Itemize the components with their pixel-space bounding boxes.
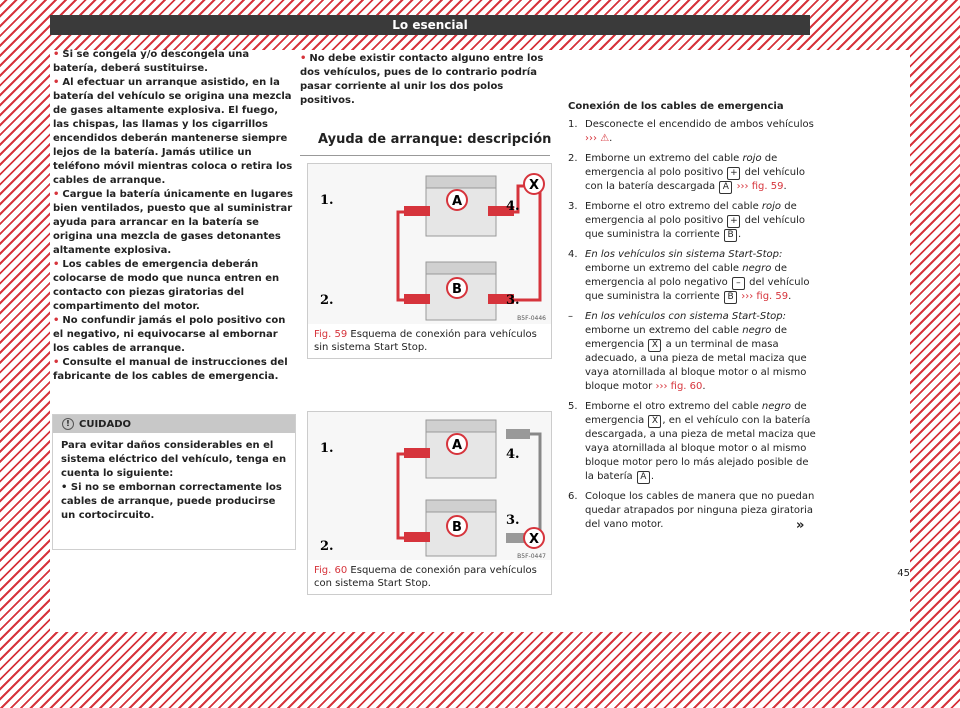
ground-x-marker: X — [648, 415, 661, 428]
step-text: Emborne el otro extremo del cable — [585, 201, 759, 212]
page-number: 45 — [897, 568, 910, 579]
ground-x-marker: X — [648, 339, 661, 352]
figure-60-diagram — [308, 412, 551, 560]
section-divider — [300, 155, 550, 156]
label-3: 3. — [506, 293, 520, 308]
step-dash: – En los vehículos con sistema Start-Stop: emborne un extremo del cable negro de emergencia X a un terminal de masa adecuado, a una pieza de metal maciza que vaya atornillada al bloque motor o al mismo bloque motor ››› fig. 60. — [568, 311, 807, 392]
reference-arrows: ››› — [655, 381, 668, 392]
mid-bullet — [300, 52, 550, 108]
caution-bullet — [61, 481, 287, 523]
marker-x-label: X — [528, 178, 540, 193]
caution-bullet-text: Si no se embornan correctamente los cables de arranque, puede producirse un cortocircuito. — [61, 482, 282, 521]
bullet-dot-icon: • — [53, 259, 60, 270]
bullet-6 — [53, 356, 293, 384]
step-number: 4. — [568, 249, 578, 260]
label-2: 2. — [320, 539, 334, 554]
bullet-text: No confundir jamás el polo positivo con el negativo, ni equivocarse al embornar los cables de arranque. — [53, 315, 286, 354]
step-text: de emergencia — [585, 401, 807, 426]
bullet-dot-icon: • — [53, 357, 60, 368]
red-clamp-bottom — [404, 532, 430, 542]
label-2: 2. — [320, 293, 334, 308]
bullet-dot-icon: • — [53, 315, 60, 326]
battery-b-marker: B — [724, 291, 737, 304]
step-1: 1. Desconecte el encendido de ambos vehículos ››› ⚠. — [568, 119, 814, 144]
middle-column — [300, 48, 550, 108]
figure-number: Fig. 59 — [314, 329, 348, 340]
warning-triangle-icon: ⚠ — [600, 133, 610, 144]
instructions-heading: Conexión de los cables de emergencia — [568, 101, 784, 112]
label-1: 1. — [320, 441, 334, 456]
step-condition: En los vehículos sin sistema Start-Stop: — [585, 249, 783, 260]
minus-pole-icon: – — [732, 277, 745, 290]
battery-a-marker: A — [637, 471, 650, 484]
caution-header — [53, 415, 295, 433]
step-dash-marker: – — [568, 311, 573, 322]
section-title: Ayuda de arranque: descripción — [318, 132, 552, 147]
label-1: 1. — [320, 193, 334, 208]
reference-arrows: ››› — [741, 291, 754, 302]
bullet-text: Si se congela y/o descongela una batería, deberá sustituirse. — [53, 49, 250, 74]
marker-b-label: B — [452, 282, 462, 297]
plus-pole-icon: + — [727, 167, 740, 180]
figure-60 — [307, 411, 552, 595]
step-6 — [568, 490, 818, 532]
step-3: 3. Emborne el otro extremo del cable rojo de emergencia al polo positivo + del vehículo que suministra la corriente B . — [568, 201, 805, 240]
caution-icon: ! — [62, 418, 74, 430]
step-text: del vehículo con la batería descargada — [585, 167, 805, 192]
label-3: 3. — [506, 513, 520, 528]
red-clamp-bottom — [404, 294, 430, 304]
battery-b-marker: B — [724, 229, 737, 242]
figure-reference-link[interactable]: fig. 60 — [670, 381, 703, 392]
step-number: 5. — [568, 401, 578, 412]
marker-a-label: A — [451, 438, 463, 453]
step-text: Emborne un extremo del cable — [585, 153, 740, 164]
cable-color-word: rojo — [761, 201, 782, 212]
figure-code: B5F-0446 — [517, 315, 546, 322]
bullet-5 — [53, 314, 293, 356]
bullet-dot-icon: • — [61, 482, 71, 493]
reference-arrows: ››› — [585, 133, 597, 144]
caution-body — [53, 433, 295, 529]
cable-color-word: negro — [761, 401, 791, 412]
bullet-text: Consulte el manual de instrucciones del fabricante de los cables de emergencia. — [53, 357, 288, 382]
caution-box — [52, 414, 296, 550]
cable-color-word: negro — [742, 263, 772, 274]
battery-a-top — [426, 176, 496, 188]
bullet-text: Cargue la batería únicamente en lugares bien ventilados, puesto que al suministrar ayuda para arrancar en la batería se origina una mezcla de gases detonantes altamente explosiva. — [53, 189, 293, 256]
step-text: Coloque los cables de manera que no puedan quedar atrapados por ninguna pieza giratoria del vano motor. — [585, 491, 815, 530]
step-text: emborne un extremo del cable — [585, 263, 740, 274]
continue-arrow-icon: » — [796, 518, 805, 533]
step-text: de emergencia al polo negativo — [585, 263, 788, 288]
step-text: de emergencia al polo positivo — [585, 153, 778, 178]
bullet-dot-icon: • — [300, 53, 307, 64]
caution-title: CUIDADO — [79, 418, 132, 430]
figure-59-caption — [308, 324, 551, 358]
figure-number: Fig. 60 — [314, 565, 348, 576]
header-title: Lo esencial — [392, 18, 468, 32]
step-text: emborne un extremo del cable — [585, 325, 740, 336]
battery-b-top — [426, 500, 496, 512]
step-number: 2. — [568, 153, 578, 164]
bullet-1 — [53, 48, 293, 76]
caution-intro: Para evitar daños considerables en el sistema eléctrico del vehículo, tenga en cuenta lo siguiente: — [61, 440, 287, 479]
step-text: , en el vehículo con la batería descargada, a una pieza de metal maciza que vaya atornillada al bloque motor o al mismo bloque motor pero lo más alejado posible de la batería — [585, 415, 816, 482]
figure-reference-link[interactable]: fig. 59 — [756, 291, 789, 302]
step-number: 6. — [568, 491, 578, 502]
step-text: del vehículo que suministra la corriente — [585, 277, 810, 302]
step-condition: En los vehículos con sistema Start-Stop: — [585, 311, 787, 322]
cable-color-word: negro — [742, 325, 772, 336]
red-clamp-top — [404, 448, 430, 458]
figure-59-diagram — [308, 164, 551, 324]
step-text: del vehículo que suministra la corriente — [585, 215, 805, 240]
marker-a-label: A — [451, 194, 463, 209]
label-4: 4. — [506, 199, 520, 214]
step-text: de emergencia al polo positivo — [585, 201, 797, 226]
cable-color-word: rojo — [742, 153, 762, 164]
step-text: de emergencia — [585, 325, 788, 350]
battery-b-top — [426, 262, 496, 274]
step-number: 1. — [568, 119, 578, 130]
step-2: 2. Emborne un extremo del cable rojo de emergencia al polo positivo + del vehículo con la batería descargada A ››› fig. 59. — [568, 153, 805, 192]
step-number: 3. — [568, 201, 578, 212]
figure-reference-link[interactable]: fig. 59 — [751, 181, 784, 192]
caption-text: Esquema de conexión para vehículos sin sistema Start Stop. — [314, 329, 537, 353]
page-header — [50, 15, 810, 35]
right-column — [568, 100, 818, 538]
bullet-dot-icon: • — [53, 189, 60, 200]
bullet-4 — [53, 258, 293, 314]
bullet-dot-icon: • — [53, 49, 60, 60]
left-column — [53, 48, 293, 384]
bullet-dot-icon: • — [53, 77, 60, 88]
step-5: 5. Emborne el otro extremo del cable negro de emergencia X , en el vehículo con la batería descargada, a una pieza de metal maciza que vaya atornillada al bloque motor o al mismo bloque motor pero lo más alejado posible de la batería A . — [568, 401, 816, 482]
step-4: 4. En los vehículos sin sistema Start-Stop: emborne un extremo del cable negro de emergencia al polo negativo – del vehículo que suministra la corriente B ››› fig. 59. — [568, 249, 810, 302]
red-clamp-top — [404, 206, 430, 216]
bullet-2 — [53, 76, 293, 188]
marker-b-label: B — [452, 520, 462, 535]
marker-x-label: X — [528, 532, 540, 547]
bullet-text: Al efectuar un arranque asistido, en la batería del vehículo se origina una mezcla de gases altamente explosiva. El fuego, las chispas, las llamas y los cigarrillos encendidos deberán mantenerse siempre lejos de la batería. Jamás utilice un teléfono móvil mientras coloca o retira los cables de arranque. — [53, 77, 293, 186]
plus-pole-icon: + — [727, 215, 740, 228]
grey-clamp-top — [506, 429, 530, 439]
figure-59 — [307, 163, 552, 359]
label-4: 4. — [506, 447, 520, 462]
step-text: a un terminal de masa adecuado, a una pieza de metal maciza que vaya atornillada al bloque motor o al mismo bloque motor — [585, 339, 807, 392]
mid-bullet-text: No debe existir contacto alguno entre los dos vehículos, pues de lo contrario podría pasar corriente al unir los dos polos positivos. — [300, 53, 544, 106]
figure-60-caption — [308, 560, 551, 594]
reference-arrows: ››› — [736, 181, 749, 192]
bullet-3 — [53, 188, 293, 258]
step-text: Desconecte el encendido de ambos vehículos — [585, 119, 814, 130]
step-text: Emborne el otro extremo del cable — [585, 401, 759, 412]
figure-code: B5F-0447 — [517, 553, 546, 560]
battery-a-top — [426, 420, 496, 432]
caption-text: Esquema de conexión para vehículos con sistema Start Stop. — [314, 565, 537, 589]
bullet-text: Los cables de emergencia deberán colocarse de modo que nunca entren en contacto con piezas giratorias del compartimento del motor. — [53, 259, 280, 312]
battery-a-marker: A — [719, 181, 732, 194]
